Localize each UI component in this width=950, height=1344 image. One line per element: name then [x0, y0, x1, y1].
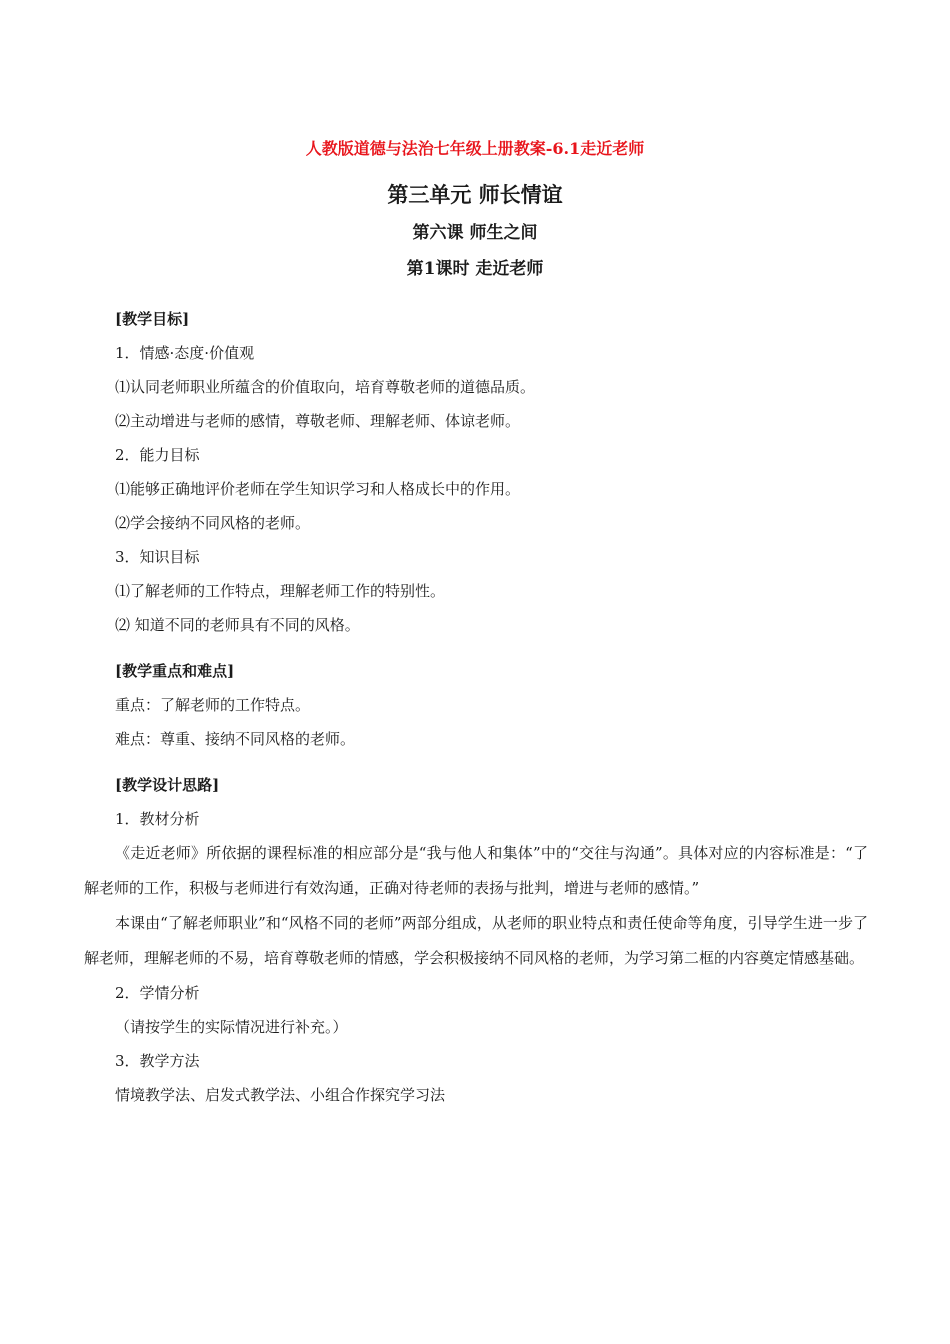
- lesson-title: 第六课 师生之间: [412, 223, 538, 243]
- objective-item: ⑵ 知道不同的老师具有不同的风格。: [115, 616, 360, 634]
- objective-item: 2．能力目标: [115, 446, 200, 464]
- objective-item: ⑴了解老师的工作特点，理解老师工作的特别性。: [115, 582, 446, 600]
- objective-item: ⑴能够正确地评价老师在学生知识学习和人格成长中的作用。: [115, 480, 521, 498]
- difficult-point: 难点：尊重、接纳不同风格的老师。: [115, 730, 356, 748]
- analysis-paragraph: 《走近老师》所依据的课程标准的相应部分是“我与他人和集体”中的“交往与沟通”。具体对应的内容标准是：“了解老师的工作，积极与老师进行有效沟通，正确对待老师的表扬与批判，增进与老师的感情。”: [84, 844, 868, 897]
- document-title: 人教版道德与法治七年级上册教案-6.1走近老师: [305, 139, 645, 158]
- important-point: 重点：了解老师的工作特点。: [115, 696, 311, 714]
- objective-item: ⑵主动增进与老师的感情，尊敬老师、理解老师、体谅老师。: [115, 412, 521, 430]
- document-body: [84, 302, 868, 1112]
- objective-item: ⑵学会接纳不同风格的老师。: [115, 514, 311, 532]
- section-title: 1．教材分析: [115, 810, 200, 828]
- objective-item: 1．情感·态度·价值观: [115, 344, 255, 362]
- analysis-paragraph: 本课由“了解老师职业”和“风格不同的老师”两部分组成，从老师的职业特点和责任使命等角度，引导学生进一步了解老师，理解老师的不易，培育尊敬老师的情感，学会积极接纳不同风格的老师，为学习第二框的内容奠定情感基础。: [84, 914, 868, 967]
- section-title: 3．教学方法: [115, 1052, 200, 1070]
- objective-item: 3．知识目标: [115, 548, 200, 566]
- period-title: 第1课时 走近老师: [406, 259, 544, 279]
- objective-item: ⑴认同老师职业所蕴含的价值取向，培育尊敬老师的道德品质。: [115, 378, 536, 396]
- section-text: （请按学生的实际情况进行补充。）: [115, 1018, 348, 1036]
- design-heading: [教学设计思路]: [115, 776, 220, 794]
- key-points-heading: [教学重点和难点]: [115, 662, 235, 680]
- objectives-heading: [教学目标]: [115, 310, 190, 328]
- section-text: 情境教学法、启发式教学法、小组合作探究学习法: [115, 1086, 446, 1104]
- unit-title: 第三单元 师长情谊: [387, 182, 563, 207]
- section-title: 2．学情分析: [115, 984, 200, 1002]
